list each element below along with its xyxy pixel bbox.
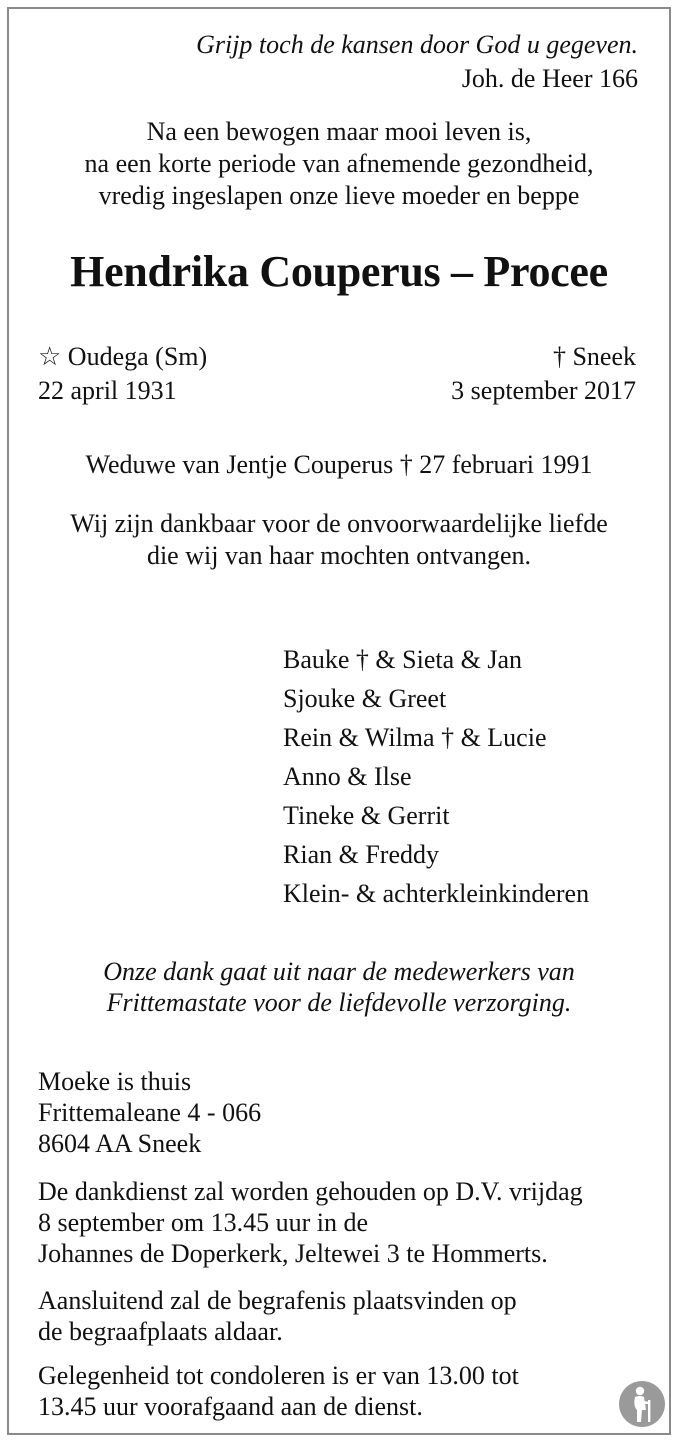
memorial-figure-logo-icon (618, 1380, 666, 1428)
gratitude-text (20, 508, 658, 572)
home-address (38, 1066, 261, 1159)
service-line: Johannes de Doperkerk, Jeltewei 3 te Hommerts. (38, 1239, 548, 1268)
condolence-line: 13.45 uur voorafgaand aan de dienst. (38, 1392, 423, 1421)
birth-date: 22 april 1931 (38, 376, 177, 405)
gratitude-line: die wij van haar mochten ontvangen. (146, 541, 532, 570)
address-line: Frittemaleane 4 - 066 (38, 1098, 262, 1127)
family-member: Anno & Ilse (283, 762, 412, 791)
condolence-line: Gelegenheid tot condoleren is er van 13.00 tot (38, 1361, 519, 1390)
condolence-info (38, 1360, 519, 1422)
family-member: Tineke & Gerrit (283, 801, 450, 830)
intro-line: Na een bewogen maar mooi leven is, (146, 117, 532, 146)
family-member: Bauke † & Sieta & Jan (283, 645, 523, 674)
motto-quote: Grijp toch de kansen door God u gegeven. (196, 30, 638, 59)
motto (196, 28, 638, 96)
intro-line: na een korte periode van afnemende gezondheid, (84, 149, 594, 178)
service-info (38, 1176, 583, 1269)
thanks-line: Frittemastate voor de liefdevolle verzorging. (106, 988, 572, 1017)
death-date: 3 september 2017 (451, 376, 636, 405)
family-member: Rein & Wilma † & Lucie (283, 723, 547, 752)
family-member: Rian & Freddy (283, 840, 439, 869)
death-info (451, 340, 636, 408)
service-line: De dankdienst zal worden gehouden op D.V. vrijdag (38, 1177, 583, 1206)
family-list (283, 640, 589, 913)
service-line: 8 september om 13.45 uur in de (38, 1208, 368, 1237)
intro-text (20, 116, 658, 212)
address-line: 8604 AA Sneek (38, 1129, 202, 1158)
funeral-info (38, 1285, 517, 1347)
funeral-line: Aansluitend zal de begrafenis plaatsvinden op (38, 1286, 517, 1315)
widow-line: Weduwe van Jentje Couperus † 27 februari 1991 (85, 450, 593, 479)
death-place: † Sneek (552, 342, 636, 371)
motto-source: Joh. de Heer 166 (461, 64, 638, 93)
thanks-line: Onze dank gaat uit naar de medewerkers van (103, 957, 575, 986)
address-line: Moeke is thuis (38, 1067, 192, 1096)
family-member: Klein- & achterkleinkinderen (283, 879, 590, 908)
birth-info (38, 340, 207, 408)
intro-line: vredig ingeslapen onze lieve moeder en beppe (98, 181, 580, 210)
deceased-name: Hendrika Couperus – Procee (70, 247, 608, 296)
gratitude-line: Wij zijn dankbaar voor de onvoorwaardelijke liefde (70, 509, 608, 538)
family-member: Sjouke & Greet (283, 684, 447, 713)
thanks-text (20, 956, 658, 1018)
funeral-line: de begraafplaats aldaar. (38, 1317, 283, 1346)
birth-place: ☆ Oudega (Sm) (38, 342, 208, 371)
